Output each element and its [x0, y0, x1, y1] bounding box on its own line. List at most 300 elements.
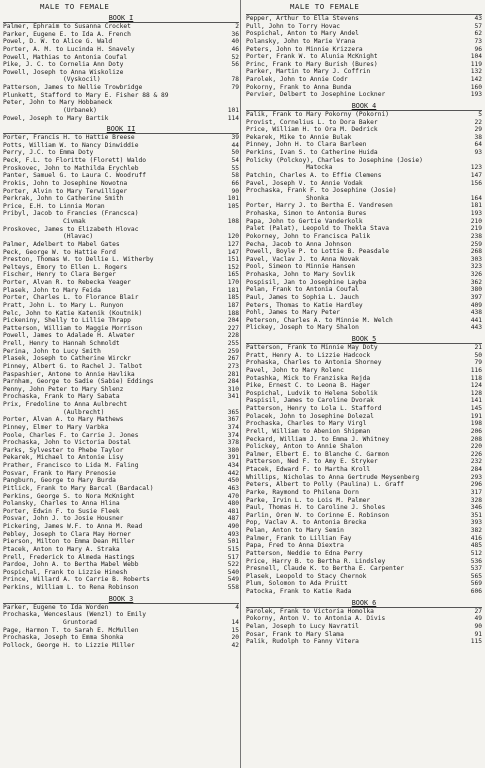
list-item: [3, 195, 239, 203]
entry-page: 114: [227, 114, 239, 122]
entry-page: 36: [231, 30, 239, 38]
left-column: [3, 14, 239, 652]
list-item: [246, 30, 482, 38]
entry-name: Pool, Simeon to Minnie Hansen: [246, 263, 356, 271]
entry-page: 22: [474, 118, 482, 126]
book-section: [3, 125, 239, 592]
entry-page: 64: [474, 141, 482, 149]
entry-name: Pekarek, Michael to Antonie Lisy: [3, 454, 124, 462]
list-item: [3, 332, 239, 340]
list-item: [3, 424, 239, 432]
entry-page: 132: [470, 68, 482, 76]
list-item: [3, 401, 239, 409]
entry-page: 15: [231, 626, 239, 634]
list-item: [3, 241, 239, 249]
entry-page: 480: [227, 500, 239, 508]
list-item: [3, 188, 239, 196]
list-item: [246, 134, 482, 142]
list-item: [3, 340, 239, 348]
list-item: [3, 554, 239, 562]
list-item: [246, 302, 482, 310]
entry-page: 549: [227, 576, 239, 584]
entry-name: Pratt, John L. to Mary L. Runyon: [3, 301, 124, 309]
book-section: [246, 335, 482, 596]
entry-page: 303: [470, 255, 482, 263]
entry-page: 367: [227, 416, 239, 424]
list-item: [3, 619, 239, 627]
list-item: [3, 500, 239, 508]
list-item: [246, 588, 482, 596]
list-item: [3, 134, 239, 142]
entry-name: Powell, Joseph to Anna Wiskolize: [3, 68, 124, 76]
entry-page: 56: [231, 61, 239, 69]
list-item: [246, 344, 482, 352]
entry-name: Pitlick, Frank to Mary Barcal (Bardacal): [3, 484, 154, 492]
entry-name: Pebley, Joseph to Clara May Horner: [3, 530, 131, 538]
entry-page: 569: [470, 580, 482, 588]
list-item: [246, 367, 482, 375]
entry-page: 54: [231, 157, 239, 164]
entry-name: Poole, Charles F. to Carrie J. Jones: [3, 431, 139, 439]
list-item: [3, 634, 239, 642]
entry-name: Pepper, Arthur to Ella Stevens: [246, 15, 359, 22]
entry-name: Pelc, John to Katie Katenik (Koutnik): [3, 309, 143, 317]
list-item: [3, 470, 239, 478]
list-item: [246, 481, 482, 489]
list-item: [3, 477, 239, 485]
entry-name: Palik, Rudolph to Fanny Vitera: [246, 638, 359, 646]
entry-name: Patterson, Ned F. to Amy E. Stryker: [246, 458, 378, 466]
entry-page: 409: [470, 301, 482, 309]
list-item: [3, 325, 239, 333]
list-item: [3, 409, 239, 417]
list-item: [3, 508, 239, 516]
list-item: [246, 53, 482, 61]
entry-page: 238: [470, 232, 482, 240]
list-item: [246, 451, 482, 459]
entry-page: 310: [227, 385, 239, 393]
entry-page: 124: [470, 382, 482, 390]
entry-name: Parolek, Frank to Victoria Homolka: [246, 607, 374, 615]
entry-page: 91: [474, 630, 482, 638]
list-item: [246, 519, 482, 527]
entry-page: 105: [227, 202, 239, 210]
list-item: [3, 576, 239, 584]
entry-name: Presnell, Claude K. to Bertha E. Carpenter: [246, 565, 405, 573]
entry-name: Policky (Polckoy), Charles to Josephine (Josie): [246, 156, 423, 164]
list-item: [3, 46, 239, 54]
entry-page: 351: [470, 511, 482, 519]
entry-name: Porter, Frank W. to Alunia McKnight: [246, 53, 378, 61]
entry-name: Parker, Eugene E. to Ida A. French: [3, 30, 131, 38]
list-item: [246, 608, 482, 616]
entry-name: Prochaska, Charles to Mary Virgl: [246, 420, 367, 428]
entry-name: Price, E.H. to Linnia Moran: [3, 202, 105, 210]
entry-name: Palik, Frank to Mary Pokorny (Pokorni): [246, 110, 389, 118]
entry-name: Pekarek, Mike to Annie Bulak: [246, 133, 352, 141]
list-item: [3, 355, 239, 363]
entry-page: 365: [227, 408, 239, 416]
list-item: [3, 627, 239, 635]
entry-page: 232: [470, 458, 482, 466]
entry-name: Plasek, Joseph to Catherine Wirckr: [3, 355, 131, 363]
list-item: [246, 638, 482, 646]
entry-name: Prell, Henry to Hannah Schmoldt: [3, 340, 120, 347]
entry-name: Pelan, Frank to Antonia Coufal: [246, 286, 359, 294]
entry-name: Ptacek, Edward F. to Martha Kroll: [246, 466, 371, 473]
entry-name: Paspisil, James to Caroline Dvorak: [246, 397, 374, 405]
entry-page: 220: [470, 443, 482, 451]
list-item: [246, 489, 482, 497]
entry-page: 362: [470, 278, 482, 286]
list-item: [246, 202, 482, 210]
entry-name: Polacek, John to Josephine Dolezal: [246, 412, 374, 420]
entry-page: 55: [231, 164, 239, 172]
list-item: [3, 561, 239, 569]
list-item: [246, 76, 482, 84]
entry-name: Peck, George W. to Hattie Ford: [3, 248, 116, 256]
list-item: [246, 527, 482, 535]
list-item: [3, 142, 239, 150]
list-item: [246, 15, 482, 23]
entry-name: Prohaska, John to Mary Sovlik: [246, 271, 356, 278]
entry-page: 101: [227, 195, 239, 203]
entry-page: 268: [470, 248, 482, 256]
entry-name: Provist, Cornelius L. to Dora Baker: [246, 118, 378, 126]
entry-page: 380: [470, 286, 482, 294]
entry-name: Peters, Thomas to Katie Hardley: [246, 301, 363, 309]
list-item: [3, 249, 239, 257]
entry-page: 501: [227, 538, 239, 546]
list-item: [246, 225, 482, 233]
list-item: [3, 99, 239, 107]
entry-page: 141: [470, 397, 482, 405]
list-item: [246, 286, 482, 294]
entry-page: 259: [227, 347, 239, 355]
entry-name: Pardoe, John A. to Bertha Mabel Webb: [3, 561, 139, 569]
entry-page: 228: [227, 332, 239, 340]
entry-name: Palmer, Ephraim to Susanna Crocket: [3, 23, 131, 30]
entry-name: Porter, Charles L. to Florance Blair: [3, 294, 139, 302]
list-item: [246, 256, 482, 264]
entry-page: 341: [227, 393, 239, 401]
list-item: [3, 493, 239, 501]
list-item: [246, 580, 482, 588]
entry-name: Pokorny, Anton V. to Antonia A. Divis: [246, 615, 386, 623]
entry-page: 470: [227, 492, 239, 500]
list-item: [246, 38, 482, 46]
entry-page: 255: [227, 340, 239, 347]
entry-page: 38: [474, 133, 482, 141]
left-column-header: MALE TO FEMALE: [40, 2, 110, 11]
entry-page: 42: [231, 641, 239, 649]
entry-page: 21: [474, 344, 482, 351]
right-column: [246, 14, 482, 649]
entry-name: Powell, James to Adalade H. Alwater: [3, 332, 135, 340]
list-item: [3, 203, 239, 211]
entry-page: 115: [470, 638, 482, 646]
entry-page: 191: [470, 412, 482, 420]
entry-name: Prochaska, Frank F. to Josephine (Josie): [246, 187, 397, 195]
list-item: [246, 248, 482, 256]
entry-page: 540: [227, 568, 239, 576]
entry-page: 273: [227, 362, 239, 370]
entry-name: Whillips, Nicholas to Anna Gertrude Meysenberg: [246, 473, 420, 481]
entry-page: 210: [470, 217, 482, 225]
list-item: [246, 631, 482, 639]
list-item: [3, 378, 239, 386]
entry-name: Pospichal, Ludvik to Helena Sobolik: [246, 389, 378, 397]
entry-name: (Vyskocil): [63, 76, 101, 84]
entry-page: 481: [227, 507, 239, 515]
list-item: [3, 302, 239, 310]
entry-list: [246, 14, 482, 99]
entry-name: Powell, Boyle P. to Lottie B. Peasdale: [246, 248, 389, 256]
book-title: BOOK I: [108, 14, 134, 22]
entry-name: Parlin, Oren W. to Corinne E. Robinson: [246, 511, 389, 519]
entry-page: 116: [470, 366, 482, 374]
entry-name: Prince, Willard A. to Carrie B. Roberts: [3, 576, 150, 584]
entry-name: Princ, Frank to Mary Burish (Bures): [246, 60, 378, 68]
entry-page: 164: [470, 194, 482, 202]
entry-name: Polickey, Anton to Annie Shalon: [246, 443, 363, 451]
list-item: [3, 38, 239, 46]
entry-name: Plasek, John to Mary Feida: [3, 286, 101, 294]
entry-name: Plunkett, Stafford to Mary E. Fisher 88 & 89: [3, 91, 169, 99]
entry-name: Panter, Samuel G. to Laura C. Woodruff: [3, 172, 146, 180]
list-item: [246, 550, 482, 558]
list-item: [3, 115, 239, 123]
list-item: [3, 172, 239, 180]
list-item: [246, 195, 482, 203]
list-item: [3, 584, 239, 592]
entry-name: Pavel, Joseph V. to Annie Vodak: [246, 179, 363, 187]
entry-list: [3, 603, 239, 650]
entry-page: 181: [227, 286, 239, 294]
entry-name: Pospichal, Frank to Lizzie Hinesh: [3, 568, 128, 576]
entry-name: Pop, Vaclav A. to Antonia Brecka: [246, 519, 367, 527]
entry-name: Powel, D. W. to Alice G. Wald: [3, 38, 113, 46]
entry-page: 416: [470, 534, 482, 542]
entry-page: 517: [227, 553, 239, 561]
entry-name: Matocka: [306, 164, 333, 172]
list-item: [3, 348, 239, 356]
entry-name: Pollock, George H. to Lizzie Miller: [3, 641, 135, 649]
list-item: [3, 233, 239, 241]
entry-name: Pierson, Milton to Emma Dean Miller: [3, 538, 135, 546]
list-item: [246, 119, 482, 127]
entry-name: Palmer, Frank to Lillian Fay: [246, 534, 352, 542]
list-item: [246, 61, 482, 69]
entry-page: 188: [227, 309, 239, 317]
entry-name: Pinney, Elmer to Mary Varbka: [3, 423, 109, 431]
book-title: BOOK 4: [351, 101, 377, 110]
entry-name: Perkrak, John to Catherine Smith: [3, 195, 124, 203]
entry-name: Papa, John to Gertie Vanderkolk: [246, 217, 363, 225]
entry-name: Paul, Thomas H. to Caroline J. Sholes: [246, 504, 386, 512]
list-item: [3, 23, 239, 31]
entry-name: (Hlavac): [63, 233, 94, 241]
list-item: [3, 393, 239, 401]
entry-page: 152: [227, 263, 239, 271]
list-item: [3, 69, 239, 77]
entry-page: 374: [227, 431, 239, 439]
list-item: [3, 31, 239, 39]
list-item: [3, 604, 239, 612]
list-item: [246, 141, 482, 149]
list-item: [246, 428, 482, 436]
entry-page: 391: [227, 454, 239, 462]
list-item: [246, 263, 482, 271]
entry-name: Pospisil, Jan to Josephine Layba: [246, 278, 367, 286]
entry-page: 43: [474, 15, 482, 22]
list-item: [246, 558, 482, 566]
entry-name: Page, Harmon T. to Sarah E. McMullen: [3, 626, 139, 634]
entry-page: 284: [470, 466, 482, 473]
entry-page: 226: [470, 450, 482, 458]
entry-page: 326: [470, 271, 482, 278]
entry-page: 259: [470, 240, 482, 248]
entry-page: 193: [470, 210, 482, 217]
entry-page: 40: [231, 38, 239, 46]
entry-page: 79: [474, 359, 482, 367]
entry-name: Porter, Harry J. to Bertha E. Vandresen: [246, 202, 393, 210]
list-item: [246, 390, 482, 398]
entry-name: Powell, Mathias to Antonia Coufal: [3, 53, 128, 61]
entry-name: Posar, Frank to Mary Slama: [246, 630, 344, 638]
entry-name: Peter, John to Mary Hobbaneck: [3, 99, 113, 107]
entry-name: Pike, Ernest C. to Leona B. Hager: [246, 382, 371, 390]
entry-name: Polansky, John to Marie Vrana: [246, 37, 356, 45]
entry-page: 165: [227, 271, 239, 279]
entry-page: 442: [227, 469, 239, 477]
book-section: [246, 14, 482, 99]
entry-page: 90: [231, 187, 239, 195]
entry-page: 62: [474, 30, 482, 38]
entry-page: 39: [231, 134, 239, 142]
entry-name: Pavel, Vaclav J. to Anna Novak: [246, 255, 359, 263]
column-divider: [240, 0, 241, 768]
entry-page: 145: [470, 405, 482, 412]
entry-page: 346: [470, 504, 482, 512]
entry-name: (Aulbrecht): [63, 408, 105, 416]
list-item: [3, 462, 239, 470]
entry-name: Prokis, John to Josephine Nowotna: [3, 179, 128, 187]
entry-name: Peters, John to Minnie Krizzera: [246, 45, 363, 53]
list-item: [3, 279, 239, 287]
entry-page: 296: [470, 481, 482, 489]
entry-page: 96: [474, 45, 482, 53]
entry-name: Pokorney, John to Francisca Palik: [246, 232, 371, 240]
list-item: [3, 538, 239, 546]
entry-list: [3, 133, 239, 592]
entry-list: [246, 343, 482, 596]
entry-page: 2: [235, 23, 239, 30]
list-item: [246, 413, 482, 421]
entry-page: 52: [231, 53, 239, 61]
book-section: [3, 14, 239, 122]
entry-page: 187: [227, 301, 239, 309]
list-item: [246, 436, 482, 444]
entry-list: [246, 110, 482, 332]
entry-name: Patterson, William to Maggie Morrison: [3, 324, 143, 332]
entry-name: Pavel, John to Mary Rolenc: [246, 366, 344, 374]
entry-name: Palmer, Adelbert to Mabel Gates: [3, 240, 120, 248]
entry-name: Porter, Alvan R. to Rebecka Yeager: [3, 279, 131, 286]
list-item: [3, 611, 239, 619]
entry-name: Ptacek, Anton to Mary A. Straka: [3, 545, 120, 553]
entry-page: 128: [470, 389, 482, 397]
list-item: [246, 397, 482, 405]
entry-page: 93: [474, 149, 482, 156]
list-item: [3, 642, 239, 650]
list-item: [3, 157, 239, 165]
entry-page: 522: [227, 561, 239, 569]
entry-name: Palet (Palat), Leopold to Thekla Stava: [246, 225, 389, 233]
list-item: [246, 535, 482, 543]
entry-name: Prell, William to Abenion Shipman: [246, 427, 371, 435]
entry-name: Pickeniny, Shelly to Lillie Thrapp: [3, 317, 131, 325]
list-item: [246, 405, 482, 413]
list-item: [3, 264, 239, 272]
list-item: [3, 317, 239, 325]
entry-name: Prochaska, Frank to Mary Sabata: [3, 393, 120, 401]
entry-name: Prochaska, Wenceslaus (Wenzl) to Emily: [3, 611, 146, 619]
entry-name: Peters, Albert to Polly (Paulina) L. Graff: [246, 481, 405, 489]
entry-list: [3, 22, 239, 122]
entry-page: 219: [470, 225, 482, 233]
entry-page: 378: [227, 439, 239, 447]
list-item: [3, 546, 239, 554]
entry-name: Plasek, Leopold to Stacy Chernok: [246, 572, 367, 580]
entry-name: Peterson, Charles A. to Minnie M. Welch: [246, 316, 393, 324]
entry-list: [246, 607, 482, 646]
list-item: [246, 271, 482, 279]
entry-name: Paul, James to Sophia L. Jauch: [246, 293, 359, 301]
entry-name: Civmak: [63, 218, 86, 225]
entry-name: Pike, J. C. to Cornelia Ann Doty: [3, 61, 124, 69]
entry-name: Pelteys, Emory to Ellen L. Rogers: [3, 263, 128, 271]
list-item: [3, 515, 239, 523]
entry-page: 490: [227, 523, 239, 530]
entry-page: 57: [474, 22, 482, 30]
entry-page: 485: [470, 542, 482, 550]
list-item: [3, 271, 239, 279]
entry-page: 27: [474, 607, 482, 615]
list-item: [3, 180, 239, 188]
list-item: [246, 375, 482, 383]
entry-name: Porter, Alvan A. to Mary Mathews: [3, 416, 124, 424]
entry-page: 66: [231, 179, 239, 187]
list-item: [246, 180, 482, 188]
list-item: [246, 46, 482, 54]
entry-page: 119: [470, 60, 482, 68]
entry-name: Patterson, Frank to Minnie May Doty: [246, 344, 378, 351]
entry-page: 204: [227, 317, 239, 325]
list-item: [246, 187, 482, 195]
list-item: [246, 172, 482, 180]
entry-page: 50: [474, 351, 482, 359]
entry-name: Pelan, Joseph to Lucy Navratil: [246, 622, 359, 630]
entry-name: Pecha, Jacob to Anna Johnson: [246, 240, 352, 248]
entry-name: Prell, Frederick to Almeda Hastings: [3, 553, 135, 561]
entry-page: 156: [470, 179, 482, 187]
entry-page: 49: [474, 615, 482, 623]
list-item: [246, 504, 482, 512]
entry-name: Powel, Joseph to Mary Bartik: [3, 114, 109, 122]
list-item: [246, 149, 482, 157]
entry-name: Shonka: [306, 194, 329, 202]
